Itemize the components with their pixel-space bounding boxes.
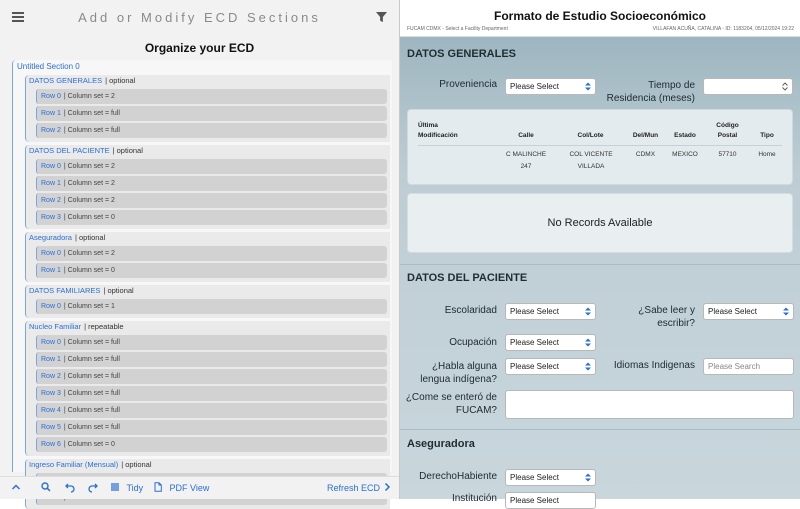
table-header: Última Modificación — [418, 122, 458, 139]
sabe-leer-select[interactable] — [703, 303, 794, 320]
table-cell: 57710 — [718, 151, 737, 158]
row-name[interactable]: Row 1 — [41, 110, 61, 117]
row-name[interactable]: Row 1 — [41, 180, 61, 187]
select-value: Please Select — [510, 362, 559, 371]
section-flag: | optional — [112, 146, 143, 155]
row-info: | Column set = full — [63, 110, 120, 117]
row-info: | Column set = 2 — [63, 163, 115, 170]
section-row[interactable] — [36, 299, 387, 314]
escolaridad-label: Escolaridad — [444, 305, 497, 316]
row-name[interactable]: Row 5 — [41, 424, 61, 431]
row-info: | Column set = full — [63, 390, 120, 397]
section-name[interactable]: Ingreso Familiar (Mensual) — [29, 460, 119, 469]
section-divider — [400, 429, 800, 430]
sabe-leer-label: ¿Sabe leer y escribir? — [638, 305, 695, 329]
app-title: Add or Modify ECD Sections — [78, 10, 321, 25]
undo-icon[interactable] — [65, 482, 75, 494]
row-info: | Column set = 0 — [63, 267, 115, 274]
habla-lengua-label: ¿Habla alguna lengua indígena? — [420, 361, 497, 385]
section-row[interactable] — [36, 263, 387, 278]
derechohabiente-select[interactable] — [505, 469, 596, 486]
section-name[interactable]: DATOS GENERALES — [29, 76, 103, 85]
section-divider — [400, 264, 800, 265]
proveniencia-label: Proveniencia — [439, 79, 497, 90]
facility-selector[interactable]: FUCAM CDMX - Select a Facility Department — [407, 26, 508, 32]
select-arrows-icon — [584, 361, 592, 372]
section-header — [26, 321, 390, 333]
select-arrows-icon — [584, 306, 592, 317]
section-name[interactable]: DATOS FAMILIARES — [29, 286, 101, 295]
row-info: | Column set = full — [63, 373, 120, 380]
pdf-view-label: PDF View — [169, 483, 210, 493]
select-value: Please Select — [510, 82, 559, 91]
tidy-button[interactable] — [110, 482, 143, 494]
row-info: | Column set = 2 — [63, 197, 115, 204]
panel-footer — [0, 476, 399, 499]
table-cell: CDMX — [635, 151, 656, 158]
section-row[interactable] — [36, 403, 387, 418]
table-cell: MEXICO — [672, 151, 698, 158]
row-info: | Column set = full — [63, 356, 120, 363]
idiomas-label: Idiomas Indigenas — [613, 360, 695, 371]
row-name[interactable]: Row 0 — [41, 163, 61, 170]
section-row[interactable] — [36, 159, 387, 174]
collapse-icon[interactable] — [11, 482, 21, 494]
institucion-label: Institución — [451, 493, 497, 504]
document-icon — [153, 482, 163, 492]
select-value: Please Select — [708, 307, 757, 316]
ocupacion-label: Ocupación — [449, 337, 497, 348]
tiempo-residencia-stepper[interactable] — [703, 78, 793, 95]
section-row[interactable] — [36, 210, 387, 225]
row-name[interactable]: Row 1 — [41, 267, 61, 274]
refresh-ecd-button[interactable] — [327, 482, 380, 494]
section-title-aseguradora: Aseguradora — [407, 438, 475, 450]
section-flag: | repeatable — [84, 322, 124, 331]
section-header — [26, 145, 390, 157]
row-info: | Column set = full — [63, 339, 120, 346]
row-name[interactable]: Row 0 — [41, 303, 61, 310]
select-value: Please Select — [510, 338, 559, 347]
escolaridad-select[interactable] — [505, 303, 596, 320]
row-name[interactable]: Row 0 — [41, 93, 61, 100]
filter-icon[interactable] — [376, 12, 387, 23]
section-row[interactable] — [36, 437, 387, 452]
row-name[interactable]: Row 0 — [41, 250, 61, 257]
stepper-icon — [781, 81, 789, 92]
select-arrows-icon — [584, 81, 592, 92]
no-records-message: No Records Available — [407, 193, 793, 253]
section-row[interactable] — [36, 352, 387, 367]
table-cell: Home — [758, 151, 776, 158]
select-arrows-icon — [584, 472, 592, 483]
como-entero-textarea[interactable] — [505, 390, 794, 419]
section-flag: | optional — [121, 460, 152, 469]
row-info: | Column set = full — [63, 424, 120, 431]
section-row[interactable] — [36, 369, 387, 384]
section-row[interactable] — [36, 106, 387, 121]
table-header: Calle — [518, 132, 534, 139]
row-info: | Column set = 1 — [63, 303, 115, 310]
search-icon[interactable] — [41, 482, 51, 494]
row-info: | Column set = 2 — [63, 250, 115, 257]
form-title: Formato de Estudio Socioeconómico — [493, 9, 707, 23]
table-header: Col/Lote — [577, 132, 604, 139]
section-row[interactable] — [36, 335, 387, 350]
row-name[interactable]: Row 2 — [41, 127, 61, 134]
row-name[interactable]: Row 2 — [41, 373, 61, 380]
section-row[interactable] — [36, 193, 387, 208]
row-name[interactable]: Row 0 — [41, 339, 61, 346]
section-name[interactable]: DATOS DEL PACIENTE — [29, 146, 110, 155]
table-header: Código Postal — [716, 122, 739, 139]
section-flag: | optional — [74, 233, 106, 242]
row-info: | Column set = 0 — [63, 214, 115, 221]
form-header — [400, 0, 800, 37]
patient-info: VILLAFAN ACUÑA, CATALINA - ID: 1183204, 05/12/2024 19:22 — [652, 26, 794, 32]
section-flag: | optional — [103, 286, 134, 295]
panel-header — [0, 0, 399, 36]
ecd-section[interactable] — [25, 321, 390, 456]
form-preview-panel — [400, 0, 800, 505]
section-header — [26, 459, 390, 471]
ecd-section[interactable] — [25, 145, 390, 229]
list-icon — [110, 482, 120, 492]
como-entero-label: ¿Come se enteró de FUCAM? — [405, 392, 497, 416]
section-name[interactable]: Aseguradora — [29, 233, 72, 242]
refresh-ecd-label: Refresh ECD — [327, 483, 381, 493]
ecd-section[interactable] — [25, 75, 390, 142]
section-row[interactable] — [36, 386, 387, 401]
section-tree — [12, 60, 392, 472]
select-arrows-icon — [584, 337, 592, 348]
institucion-select[interactable] — [505, 492, 596, 509]
table-header: Estado — [674, 132, 696, 139]
ecd-section[interactable] — [25, 285, 390, 318]
derechohabiente-label: DerechoHabiente — [419, 471, 497, 482]
habla-lengua-select[interactable] — [505, 358, 596, 375]
select-value: Please Select — [510, 307, 559, 316]
select-arrows-icon — [782, 306, 790, 317]
section-row[interactable] — [36, 246, 387, 261]
row-info: | Column set = 0 — [63, 441, 115, 448]
section-name[interactable]: Nucleo Familiar — [29, 322, 82, 331]
table-header: Del/Mun — [632, 132, 659, 139]
section-flag: | optional — [105, 76, 136, 85]
tiempo-residencia-label: Tiempo de Residencia (meses) — [606, 80, 695, 104]
section-header — [26, 285, 390, 297]
ecd-section[interactable] — [25, 232, 390, 282]
table-divider — [418, 145, 782, 146]
select-value: Please Select — [510, 496, 559, 505]
row-info: | Column set = 2 — [63, 93, 115, 100]
ecd-sections-panel — [0, 0, 400, 499]
row-info: | Column set = full — [63, 407, 120, 414]
row-name[interactable]: Row 2 — [41, 197, 61, 204]
redo-icon[interactable] — [88, 482, 98, 494]
sections-list — [13, 75, 392, 509]
row-name[interactable]: Row 1 — [41, 356, 61, 363]
pdf-view-button[interactable] — [153, 482, 209, 494]
proveniencia-select[interactable] — [505, 78, 596, 95]
table-cell: C MALINCHE 247 — [505, 151, 547, 170]
table-cell: COL VICENTE VILLADA — [569, 151, 613, 170]
section-title-paciente: DATOS DEL PACIENTE — [407, 272, 528, 284]
idiomas-search-input[interactable]: Please Search — [703, 358, 794, 375]
ocupacion-select[interactable] — [505, 334, 596, 351]
section-header — [26, 232, 390, 244]
section-row[interactable] — [36, 89, 387, 104]
row-name[interactable]: Row 6 — [41, 441, 61, 448]
root-section[interactable]: Untitled Section 0 — [17, 62, 80, 71]
row-name[interactable]: Row 4 — [41, 407, 61, 414]
section-header — [26, 75, 390, 87]
row-info: | Column set = full — [63, 127, 120, 134]
select-value: Please Select — [510, 473, 559, 482]
address-table — [407, 109, 793, 185]
section-row[interactable] — [36, 123, 387, 138]
organize-title: Organize your ECD — [144, 41, 255, 55]
section-row[interactable] — [36, 420, 387, 435]
row-name[interactable]: Row 3 — [41, 214, 61, 221]
table-header: Tipo — [760, 132, 774, 139]
row-info: | Column set = 2 — [63, 180, 115, 187]
section-title-generales: DATOS GENERALES — [407, 48, 516, 60]
section-row[interactable] — [36, 176, 387, 191]
row-name[interactable]: Row 3 — [41, 390, 61, 397]
chevron-right-icon[interactable] — [382, 482, 392, 494]
tidy-label: Tidy — [126, 483, 144, 493]
